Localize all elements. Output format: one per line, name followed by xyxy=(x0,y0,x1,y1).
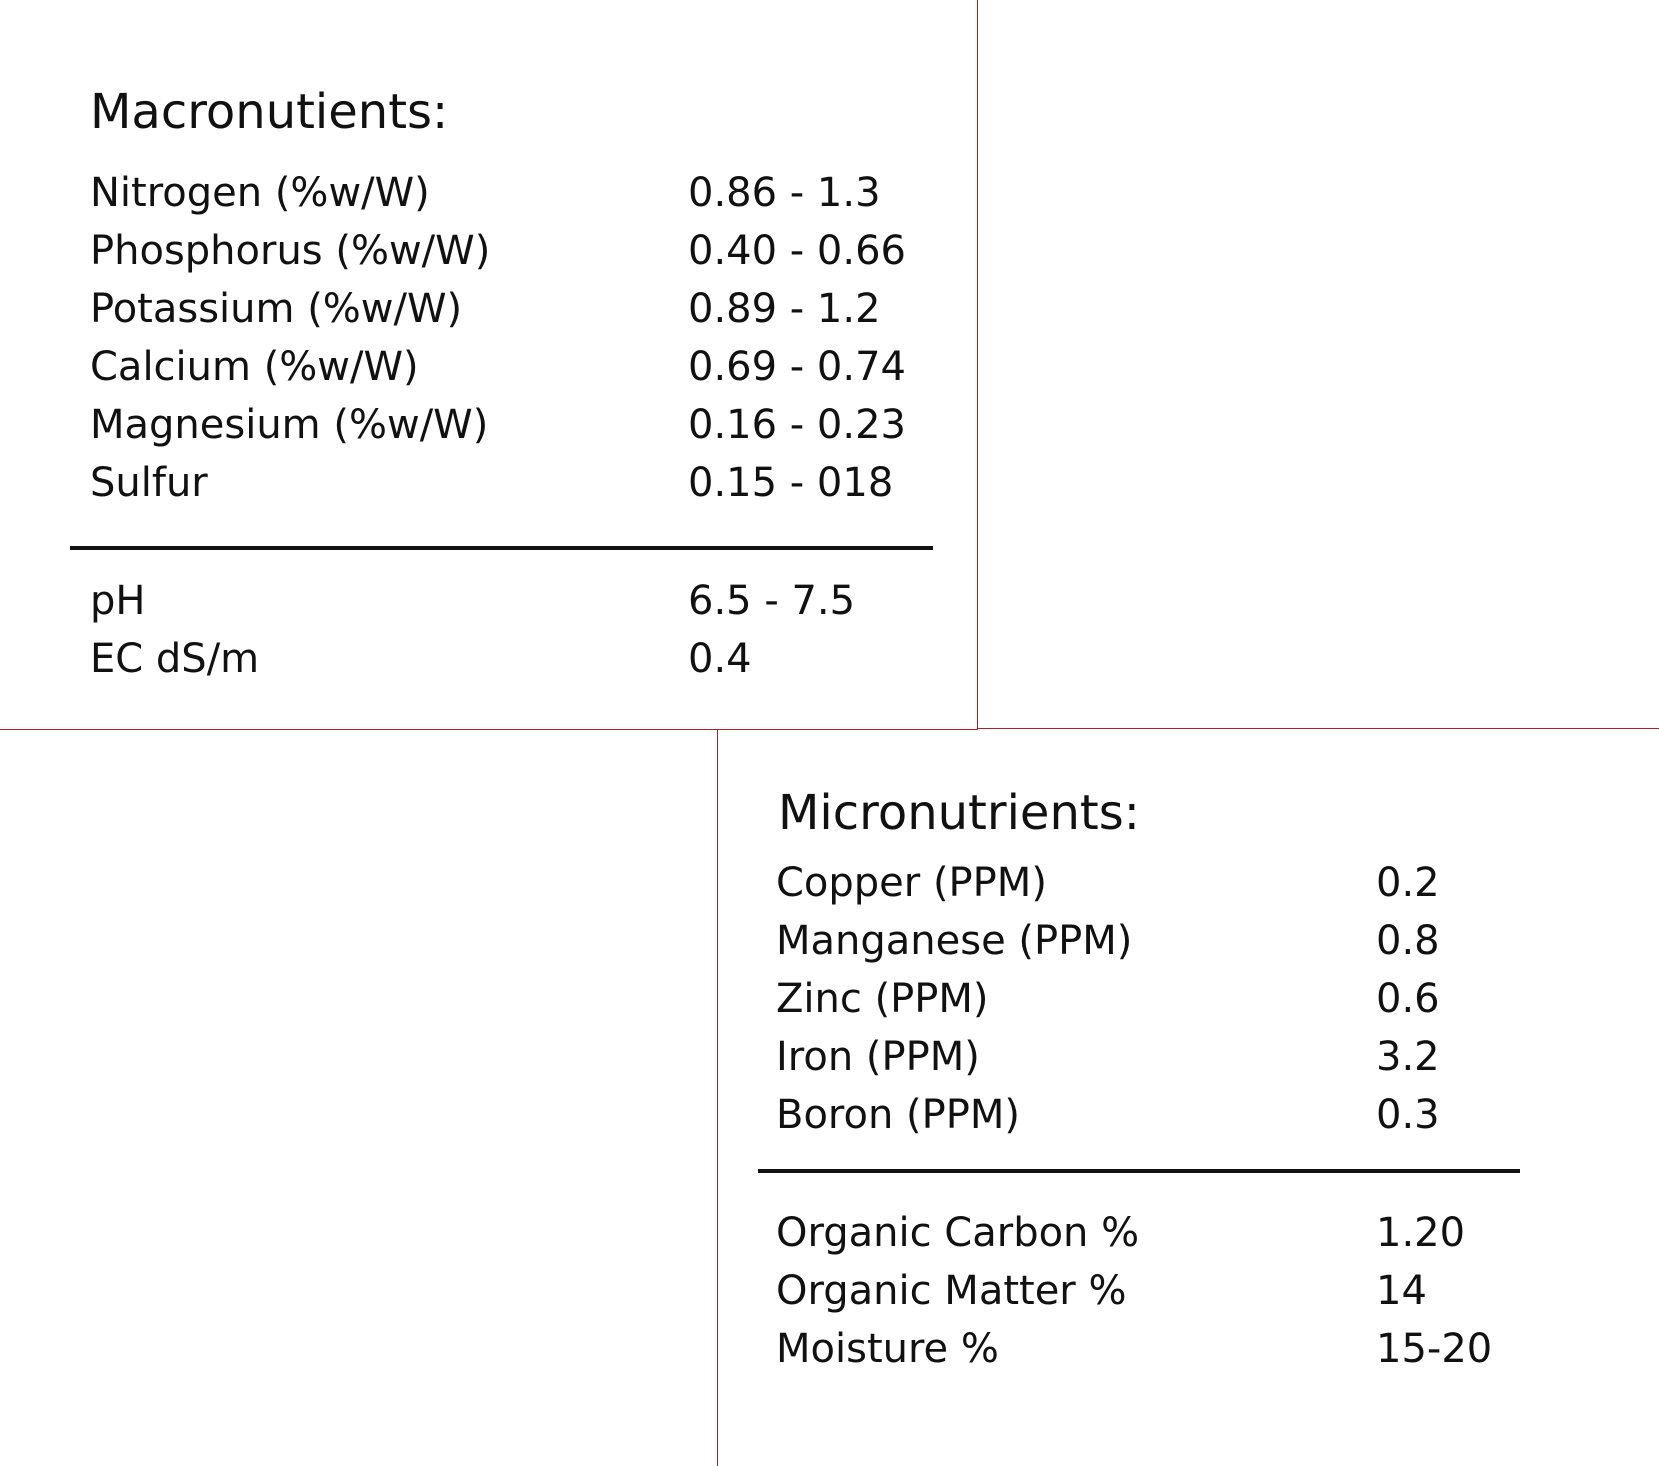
nutrient-label: Calcium (%w/W) xyxy=(90,344,419,390)
macronutrients-extra-list xyxy=(90,572,940,688)
macronutrients-heading: Macronutients: xyxy=(90,84,449,140)
nutrient-label: Nitrogen (%w/W) xyxy=(90,170,430,216)
property-value: 14 xyxy=(1376,1268,1427,1314)
list-item xyxy=(90,280,940,338)
property-value: 15-20 xyxy=(1376,1326,1493,1372)
list-item xyxy=(90,338,940,396)
micronutrients-list xyxy=(776,854,1636,1144)
nutrient-label: Manganese (PPM) xyxy=(776,918,1133,964)
nutrient-label: Zinc (PPM) xyxy=(776,976,989,1022)
nutrient-label: Boron (PPM) xyxy=(776,1092,1020,1138)
list-item xyxy=(776,1028,1636,1086)
nutrient-value: 0.16 - 0.23 xyxy=(688,402,906,448)
nutrient-label: Phosphorus (%w/W) xyxy=(90,228,491,274)
nutrient-value: 0.3 xyxy=(1376,1092,1440,1138)
nutrient-value: 0.69 - 0.74 xyxy=(688,344,906,390)
micronutrients-extra-list xyxy=(776,1204,1636,1378)
list-item xyxy=(776,970,1636,1028)
nutrient-label: Copper (PPM) xyxy=(776,860,1047,906)
list-item xyxy=(776,1262,1636,1320)
nutrient-value: 0.8 xyxy=(1376,918,1440,964)
property-value: 6.5 - 7.5 xyxy=(688,578,856,624)
nutrient-value: 3.2 xyxy=(1376,1034,1440,1080)
macronutrients-panel xyxy=(0,0,978,730)
property-value: 1.20 xyxy=(1376,1210,1466,1256)
list-item xyxy=(90,396,940,454)
nutrient-value: 0.2 xyxy=(1376,860,1440,906)
nutrient-label: Iron (PPM) xyxy=(776,1034,980,1080)
property-label: Organic Matter % xyxy=(776,1268,1127,1314)
nutrient-label: Potassium (%w/W) xyxy=(90,286,463,332)
nutrient-label: Sulfur xyxy=(90,460,208,506)
list-item xyxy=(776,1320,1636,1378)
nutrient-value: 0.89 - 1.2 xyxy=(688,286,881,332)
nutrient-value: 0.6 xyxy=(1376,976,1440,1022)
section-divider xyxy=(758,1169,1520,1173)
list-item xyxy=(90,630,940,688)
property-label: Organic Carbon % xyxy=(776,1210,1140,1256)
property-label: Moisture % xyxy=(776,1326,999,1372)
micronutrients-heading: Micronutrients: xyxy=(778,785,1140,841)
list-item xyxy=(776,1204,1636,1262)
section-divider xyxy=(70,546,933,550)
nutrient-label: Magnesium (%w/W) xyxy=(90,402,489,448)
property-value: 0.4 xyxy=(688,636,752,682)
micronutrients-panel xyxy=(717,729,1659,1466)
list-item xyxy=(90,572,940,630)
list-item xyxy=(90,164,940,222)
property-label: EC dS/m xyxy=(90,636,260,682)
list-item xyxy=(776,854,1636,912)
list-item xyxy=(90,454,940,512)
macronutrients-list xyxy=(90,164,940,512)
list-item xyxy=(776,1086,1636,1144)
property-label: pH xyxy=(90,578,146,624)
nutrient-value: 0.40 - 0.66 xyxy=(688,228,906,274)
list-item xyxy=(90,222,940,280)
nutrient-value: 0.15 - 018 xyxy=(688,460,894,506)
nutrient-value: 0.86 - 1.3 xyxy=(688,170,881,216)
list-item xyxy=(776,912,1636,970)
